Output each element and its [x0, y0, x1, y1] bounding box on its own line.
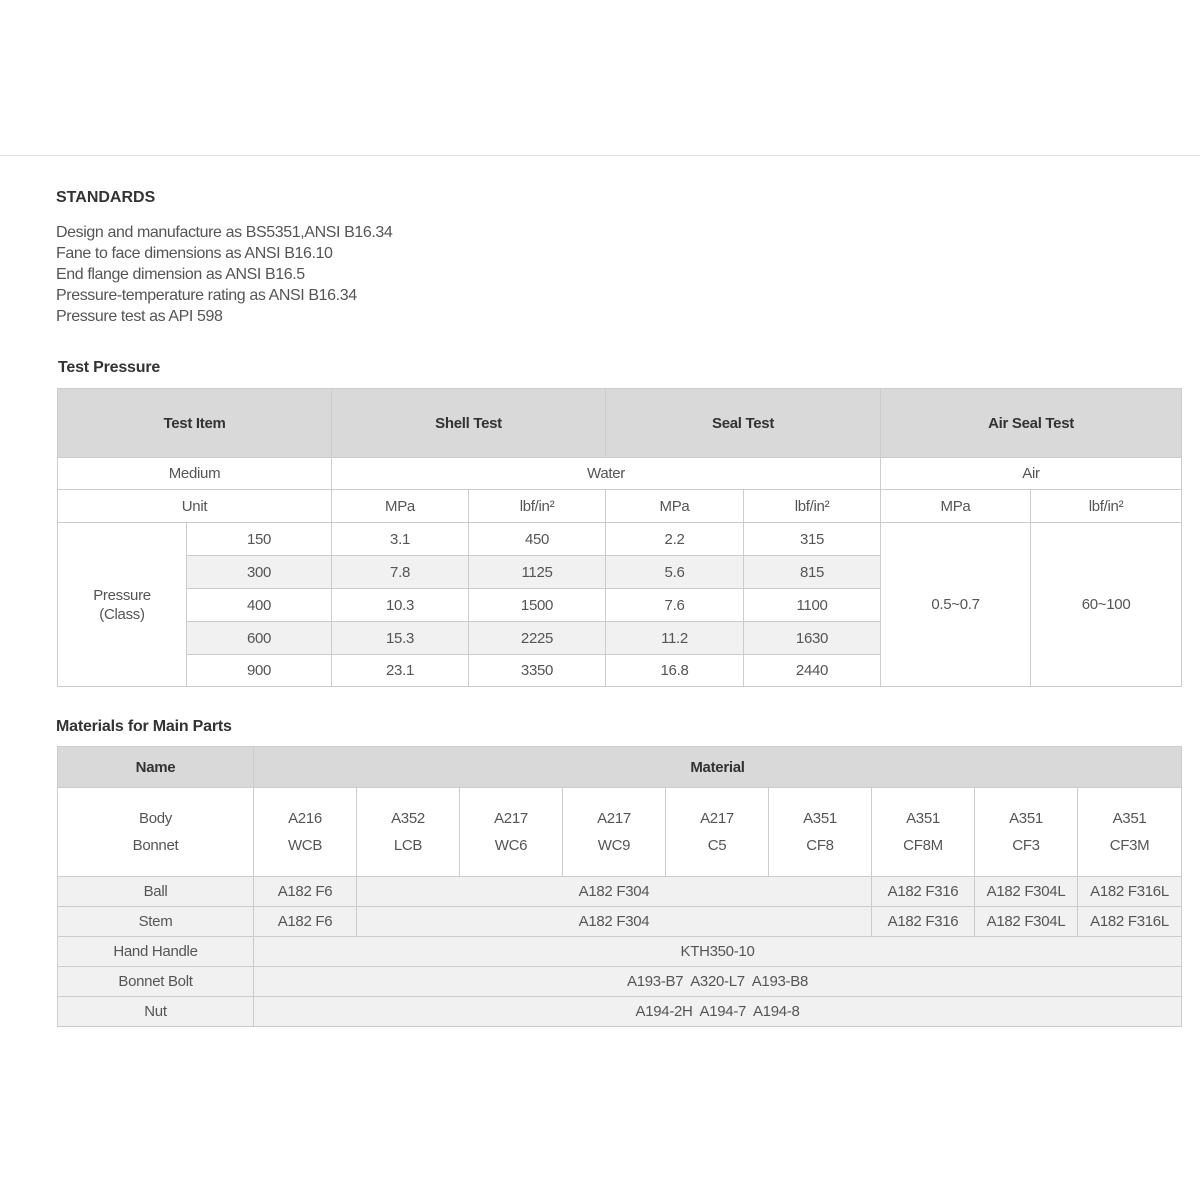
material-type: CF3M [1109, 837, 1150, 854]
material-type: CF8 [806, 837, 834, 854]
nut-label: Nut [58, 997, 254, 1027]
shell-mpa-cell: 7.8 [332, 556, 469, 589]
material-cell [1078, 788, 1182, 877]
class-label: (Class) [99, 605, 145, 623]
seal-lbf-cell: 315 [744, 523, 881, 556]
shell-mpa-cell: 3.1 [332, 523, 469, 556]
material-grade: A351 [906, 810, 940, 827]
header-material: Material [254, 747, 1182, 788]
header-shell-test: Shell Test [332, 389, 606, 458]
nut-row [58, 997, 1182, 1027]
unit-lbf: lbf/in² [744, 490, 881, 523]
medium-air: Air [881, 458, 1182, 490]
material-grade: A352 [391, 810, 425, 827]
material-cell [460, 788, 563, 877]
material-type: WC9 [597, 837, 631, 854]
header-seal-test: Seal Test [606, 389, 881, 458]
unit-lbf: lbf/in² [469, 490, 606, 523]
header-air-seal-test: Air Seal Test [881, 389, 1182, 458]
class-cell: 400 [187, 589, 332, 622]
shell-mpa-cell: 23.1 [332, 655, 469, 687]
standards-heading: STANDARDS [56, 189, 156, 206]
material-type: WC6 [494, 837, 528, 854]
seal-mpa-cell: 7.6 [606, 589, 744, 622]
material-cell [254, 788, 357, 877]
air-mpa-cell: 0.5~0.7 [881, 523, 1031, 687]
class-cell: 300 [187, 556, 332, 589]
material-cell: A182 F304L [975, 877, 1078, 907]
seal-mpa-cell: 2.2 [606, 523, 744, 556]
top-divider [0, 155, 1200, 156]
body-bonnet-label [58, 788, 254, 877]
seal-mpa-cell: 11.2 [606, 622, 744, 655]
seal-lbf-cell: 815 [744, 556, 881, 589]
material-cell [872, 788, 975, 877]
material-grade: A217 [597, 810, 631, 827]
material-cell [357, 788, 460, 877]
standard-line: Design and manufacture as BS5351,ANSI B16.34 [56, 224, 393, 241]
standard-line: End flange dimension as ANSI B16.5 [56, 266, 305, 283]
unit-lbf: lbf/in² [1031, 490, 1182, 523]
pressure-class-label [58, 523, 187, 687]
bonnet-bolt-label: Bonnet Bolt [58, 967, 254, 997]
stem-row [58, 907, 1182, 937]
header-name: Name [58, 747, 254, 788]
material-cell: A182 F304 [357, 877, 872, 907]
unit-mpa: MPa [606, 490, 744, 523]
material-grade: A351 [1009, 810, 1043, 827]
materials-table [57, 746, 1182, 1027]
material-cell: A182 F316 [872, 877, 975, 907]
material-cell [563, 788, 666, 877]
unit-mpa: MPa [881, 490, 1031, 523]
shell-lbf-cell: 450 [469, 523, 606, 556]
hand-handle-row [58, 937, 1182, 967]
class-cell: 600 [187, 622, 332, 655]
table-header-row [58, 747, 1182, 788]
material-cell: A193-B7 A320-L7 A193-B8 [254, 967, 1182, 997]
material-cell: A194-2H A194-7 A194-8 [254, 997, 1182, 1027]
test-pressure-table [57, 388, 1182, 687]
material-grade: A217 [494, 810, 528, 827]
test-pressure-heading: Test Pressure [58, 359, 161, 376]
unit-label: Unit [58, 490, 332, 523]
pressure-label: Pressure [93, 586, 151, 604]
material-cell: A182 F316L [1078, 907, 1182, 937]
medium-label: Medium [58, 458, 332, 490]
stem-label: Stem [58, 907, 254, 937]
seal-lbf-cell: 2440 [744, 655, 881, 687]
table-header-row [58, 389, 1182, 458]
ball-row [58, 877, 1182, 907]
air-lbf-cell: 60~100 [1031, 523, 1182, 687]
material-type: CF8M [903, 837, 943, 854]
material-cell: A182 F304 [357, 907, 872, 937]
standard-line: Pressure-temperature rating as ANSI B16.34 [56, 287, 357, 304]
class-cell: 150 [187, 523, 332, 556]
material-grade: A351 [803, 810, 837, 827]
material-cell [975, 788, 1078, 877]
materials-heading: Materials for Main Parts [56, 718, 232, 735]
shell-mpa-cell: 10.3 [332, 589, 469, 622]
seal-mpa-cell: 5.6 [606, 556, 744, 589]
material-type: LCB [393, 837, 423, 854]
ball-label: Ball [58, 877, 254, 907]
medium-row [58, 458, 1182, 490]
standard-line: Fane to face dimensions as ANSI B16.10 [56, 245, 333, 262]
shell-lbf-cell: 1500 [469, 589, 606, 622]
material-cell [666, 788, 769, 877]
unit-row [58, 490, 1182, 523]
unit-mpa: MPa [332, 490, 469, 523]
material-type: CF3 [1012, 837, 1040, 854]
material-grade: A216 [288, 810, 322, 827]
seal-mpa-cell: 16.8 [606, 655, 744, 687]
material-cell: A182 F316 [872, 907, 975, 937]
material-type: C5 [707, 837, 727, 854]
material-type: WCB [287, 837, 323, 854]
material-cell: KTH350-10 [254, 937, 1182, 967]
bonnet-label: Bonnet [132, 837, 179, 854]
bonnet-bolt-row [58, 967, 1182, 997]
material-grade: A217 [700, 810, 734, 827]
shell-mpa-cell: 15.3 [332, 622, 469, 655]
shell-lbf-cell: 2225 [469, 622, 606, 655]
seal-lbf-cell: 1100 [744, 589, 881, 622]
standard-line: Pressure test as API 598 [56, 308, 223, 325]
material-cell [769, 788, 872, 877]
class-cell: 900 [187, 655, 332, 687]
header-test-item: Test Item [58, 389, 332, 458]
material-cell: A182 F6 [254, 877, 357, 907]
material-cell: A182 F6 [254, 907, 357, 937]
shell-lbf-cell: 1125 [469, 556, 606, 589]
hand-handle-label: Hand Handle [58, 937, 254, 967]
material-grade: A351 [1112, 810, 1147, 827]
medium-water: Water [332, 458, 881, 490]
shell-lbf-cell: 3350 [469, 655, 606, 687]
standards-list [56, 222, 392, 327]
seal-lbf-cell: 1630 [744, 622, 881, 655]
material-cell: A182 F304L [975, 907, 1078, 937]
body-label: Body [139, 810, 172, 827]
table-row [58, 523, 1182, 556]
material-cell: A182 F316L [1078, 877, 1182, 907]
body-bonnet-row [58, 788, 1182, 877]
